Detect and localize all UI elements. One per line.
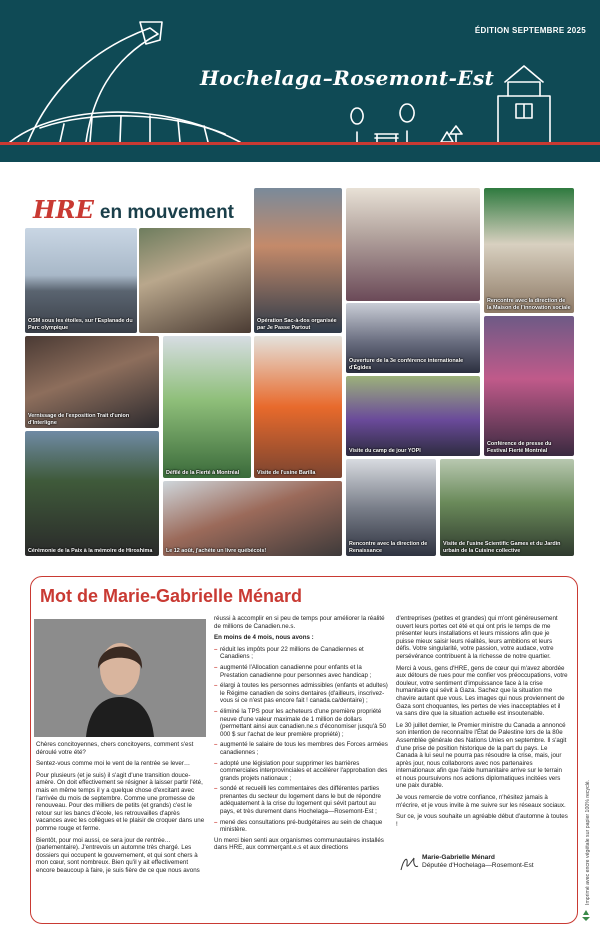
photo-osm — [25, 228, 137, 333]
photo-scientific-games — [440, 459, 574, 556]
message-column-1 — [36, 741, 206, 879]
list-item: – augmenté l'Allocation canadienne pour enfants et la Prestation canadienne pour personnes avec handicap ; — [214, 664, 388, 679]
signature-name: Marie-Gabrielle Ménard — [422, 854, 495, 861]
list-lead: En moins de 4 mois, nous avons : — [214, 634, 314, 642]
accomplishments-list — [214, 646, 388, 834]
paragraph: Chères concitoyennes, chers concitoyens, comment s'est déroulé votre été? — [36, 741, 194, 756]
photo-meeting-outdoor — [139, 228, 251, 333]
paragraph: Bientôt, pour moi aussi, ce sera jour de rentrée… (parlementaire). J'entrevois un automne très chargé. Les dossiers qui occupent le gouvernement, et qui sont chers à mon cœur, sont nombreux. Bien qu'il y ait effectivement encore beaucoup à faire, je suis fière de ce que nous avons — [36, 836, 200, 874]
header-banner — [0, 0, 600, 162]
photo-sac-a-dos — [254, 188, 342, 333]
paragraph: Le 30 juillet dernier, le Premier ministre du Canada a annoncé son intention de reconnaître l'État de Palestine lors de la 80e Assemblée générale des Nations Unies en septembre. Il s'agit d'une prise de position historique de la part du pays. Le Canada à lui seul ne pourra pas résoudre la crise, mais, jour après jour, nous collaborons avec nos partenaires internationaux afin que l'aide humanitaire arrive sur le terrain et nous poursuivons nos actions diplomatiques incitées vers une paix durable. — [396, 721, 567, 790]
list-item: – adopté une législation pour supprimer les barrières commerciales interprovinciales et accélérer l'approbation des grands projets nationaux ; — [214, 760, 388, 783]
photo-caption: OSM sous les étoiles, sur l'Esplanade du Parc olympique — [28, 318, 133, 331]
photo-caption: Défilé de la Fierté à Montréal — [166, 469, 240, 476]
paragraph: Je vous remercie de votre confiance, n'hésitez jamais à m'écrire, et je vous invite à me suivre sur les réseaux sociaux. — [396, 794, 566, 809]
photo-barilla — [254, 336, 342, 478]
photo-caption: Rencontre avec la direction de la Maison de l'innovation sociale — [487, 298, 571, 311]
photo-yopi — [346, 376, 480, 456]
photo-renaissance — [346, 459, 436, 556]
header-divider — [0, 142, 600, 145]
photo-caption: Visite du camp de jour YOPI — [349, 447, 421, 454]
photo-caption: Conférence de presse du Festival Fierté Montréal — [487, 441, 552, 454]
photo-caption: Opération Sac-à-dos organisée par Je Passe Partout — [257, 318, 337, 331]
paragraph: Pour plusieurs (et je suis) il s'agit d'une transition douce-amère. On doit effectivement se résigner à laisser partir l'été, mais en même temps il y a quelque chose d'excitant avec l'arrivée du mois de septembre. Comme une promesse de renouveau. Pour des milliers de petits (et grands) c'est le retour sur les bancs d'école, les retrouvailles d'après vacances avec les collègues et le plaisir de croquer dans une pomme rouge et ferme. — [36, 771, 205, 832]
photo-hiroshima — [25, 431, 159, 556]
message-column-2 — [214, 615, 388, 856]
signature-role: Députée d'Hochelaga—Rosemont-Est — [422, 862, 534, 869]
photo-event-stage — [346, 188, 480, 301]
newsletter-title: Hochelaga–Rosemont-Est — [200, 66, 495, 90]
paragraph: d'entreprises (petites et grandes) qui m'ont généreusement ouvert leurs portes cet été et qui ont pris le temps de me présenter leurs installations et leurs missions afin que je puisse mieux saisir leurs réalités, leurs ambitions et leurs défis. Votre singularité, votre passion, votre audace, votre persévérance contribuent à la richesse de notre quartier. — [396, 615, 558, 660]
list-item: – éliminé la TPS pour les acheteurs d'une première propriété neuve d'une valeur maximale de 1 million de dollars (permettant ainsi aux canadien.ne.s d'économiser jusqu'à 50 000 $ sur l'achat de leur première propriété) ; — [214, 708, 388, 738]
photo-caption: Rencontre avec la direction de Renaissance — [349, 541, 428, 554]
signature-icon — [398, 852, 420, 874]
photo-caption: Visite de l'usine Barilla — [257, 469, 316, 476]
section-title-text: en mouvement — [99, 202, 235, 223]
photo-egides — [346, 303, 480, 373]
message-title: Mot de Marie-Gabrielle Ménard — [40, 586, 303, 606]
portrait-silhouette — [34, 619, 206, 737]
photo-fierte — [163, 336, 251, 478]
portrait-photo — [34, 619, 206, 737]
photo-vernissage — [25, 336, 159, 428]
message-column-3 — [396, 615, 568, 832]
list-item: – mené des consultations pré-budgétaires au sein de chaque ministère. — [214, 819, 388, 834]
photo-caption: Le 12 août, j'achète un livre québécois! — [166, 547, 267, 554]
photo-livre-quebecois — [163, 481, 342, 556]
list-item: – réduit les impôts pour 22 millions de Canadiennes et Canadiens ; — [214, 646, 388, 661]
recycle-icon — [579, 908, 593, 922]
paragraph: Sur ce, je vous souhaite un agréable début d'automne à toutes ! — [396, 813, 568, 828]
list-item: – augmenté le salaire de tous les membres des Forces armées canadiennes ; — [214, 741, 388, 756]
paragraph: Un merci bien senti aux organismes communautaires installés dans HRE, aux commerçant.e.s et aux directions — [214, 836, 384, 852]
list-item: – sondé et recueilli les commentaires des différentes parties prenantes du secteur du logement dans le but de répondre adéquatement à la crise du logement qui sévit partout au pays, et très durement dans Hochelaga—Rosemont-Est ; — [214, 785, 388, 815]
signature-block — [422, 854, 534, 870]
paragraph: Sentez-vous comme moi le vent de la rentrée se lever… — [36, 760, 191, 768]
photo-festival-fierte — [484, 316, 574, 456]
photo-caption: Visite de l'usine Scientific Games et du Jardin urbain de la Cuisine collective — [443, 541, 561, 554]
paragraph: réussi à accomplir en si peu de temps pour améliorer la réalité de millions de Canadien.ne.s. — [214, 615, 385, 630]
edition-label: ÉDITION SEPTEMBRE 2025 — [474, 26, 586, 35]
photo-caption: Vernissage de l'exposition Trait d'union d'Interligne — [28, 413, 130, 426]
section-title — [33, 195, 234, 224]
photo-caption: Cérémonie de la Paix à la mémoire de Hiroshima — [28, 547, 153, 554]
recycled-paper-note: Imprimé avec encre végétale sur papier 100% recyclé. — [585, 779, 591, 905]
hre-wordmark: HRE — [33, 195, 94, 224]
paragraph: Merci à vous, gens d'HRE, gens de cœur qui m'avez abordée aux détours de rues pour me confier vos préoccupations, votre douleur, votre sentiment d'impuissance face à la crise humanitaire qui sévit à Gaza. Sachez que la situation me chavire autant que vous. Les images qui nous proviennent de Gaza sont choquantes, les pertes de vies inacceptables et il va sans dire que la situation actuelle est insoutenable. — [396, 664, 568, 718]
list-item: – élargi à toutes les personnes admissibles (enfants et adultes) le Régime canadien de soins dentaires (d'ailleurs, inscrivez-vous si ce n'est pas encore fait ! canada.ca/dentaire) ; — [214, 682, 388, 705]
photo-caption: Ouverture de la 3e conférence internationale d'Égides — [349, 358, 464, 371]
photo-innovation-sociale — [484, 188, 574, 313]
